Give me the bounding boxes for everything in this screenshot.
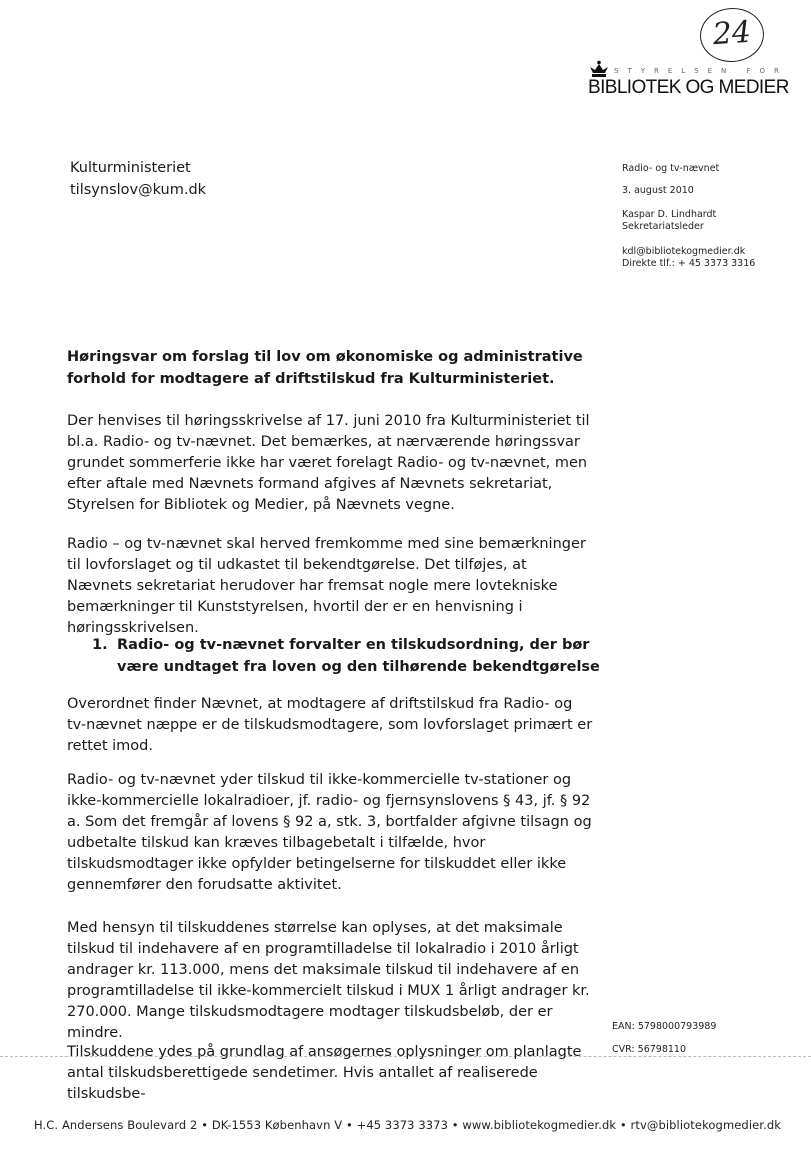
section-heading: Radio- og tv-nævnet forvalter en tilskudsordning, der bør være undtaget fra loven og den tilhørende bekendtgørelse xyxy=(117,637,600,675)
crown-icon xyxy=(588,60,610,78)
recipient-block xyxy=(70,157,206,201)
handwritten-page-number: 24 xyxy=(698,6,766,64)
section-number: 1. xyxy=(92,637,108,653)
sender-phone: Direkte tlf.: + 45 3373 3316 xyxy=(622,258,756,269)
body-paragraph: Der henvises til høringsskrivelse af 17. juni 2010 fra Kulturministeriet til bl.a. Radio- og tv-nævnet. Det bemærkes, at nærværende høringssvar grundet sommerferie ikke har været forelagt Radio- og tv-nævnet, men efter aftale med Nævnets formand afgives af Nævnets sekretariat, Styrelsen for Bibliotek og Medier, på Nævnets vegne. xyxy=(67,413,590,513)
sender-role: Sekretariatsleder xyxy=(622,221,704,232)
recipient-name: Kulturministeriet xyxy=(70,160,191,176)
letter-date: 3. august 2010 xyxy=(622,185,694,196)
recipient-email: tilsynslov@kum.dk xyxy=(70,182,207,198)
footer-address: H.C. Andersens Boulevard 2 • DK-1553 København V • +45 3373 3373 • www.bibliotekogmedier.dk • rtv@bibliotekogmedier.dk xyxy=(34,1118,781,1132)
body-paragraph: Radio- og tv-nævnet yder tilskud til ikke-kommercielle tv-stationer og ikke-kommercielle lokalradioer, jf. radio- og fjernsynslovens § 43, jf. § 92 a. Som det fremgår af lovens § 92 a, stk. 3, bortfalder afgivne tilsagn og udbetalte tilskud kan kræves tilbagebetalt i tilfælde, hvor tilskudsmodtager ikke opfylder betingelserne for tilskuddet eller ikke gennemfører den forudsatte aktivitet. xyxy=(67,772,592,893)
sender-email: kdl@bibliotekogmedier.dk xyxy=(622,246,746,257)
sender-unit: Radio- og tv-nævnet xyxy=(622,163,720,174)
body-paragraph: Tilskuddene ydes på grundlag af ansøgernes oplysninger om planlagte antal tilskudsberettigede sendetimer. Hvis antallet af realiserede tilskudsbe- xyxy=(67,1044,582,1102)
body-paragraph: Radio – og tv-nævnet skal herved fremkomme med sine bemærkninger til lovforslaget og til udkastet til bekendtgørelse. Det tilføjes, at Nævnets sekretariat herudover har fremsat nogle mere lovtekniske bemærkninger til Kunststyrelsen, hvortil der er en henvisning i høringsskrivelsen. xyxy=(67,536,586,636)
logo-main-line: BIBLIOTEK OG MEDIER xyxy=(588,77,789,98)
body-paragraph: Overordnet finder Nævnet, at modtagere af driftstilskud fra Radio- og tv-nævnet næppe er de tilskudsmodtagere, som lovforslaget primært er rettet imod. xyxy=(67,696,593,754)
ean-number: EAN: 5798000793989 xyxy=(612,1021,717,1032)
body-paragraph: Med hensyn til tilskuddenes størrelse kan oplyses, at det maksimale tilskud til indehavere af en programtilladelse til lokalradio i 2010 årligt andrager kr. 113.000, mens det maksimale tilskud til indehavere af en programtilladelse til ikke-kommercielt tilskud i MUX 1 årligt andrager kr. 270.000. Mange tilskudsmodtagere modtager tilskudsbeløb, der er mindre. xyxy=(67,920,590,1041)
cvr-number: CVR: 56798110 xyxy=(612,1044,687,1055)
logo-top-line: STYRELSEN FOR xyxy=(614,67,788,75)
letter-subject: Høringsvar om forslag til lov om økonomiske og administrative forhold for modtagere af driftstilskud fra Kulturministeriet. xyxy=(67,349,583,387)
sender-person: Kaspar D. Lindhardt xyxy=(622,209,717,220)
